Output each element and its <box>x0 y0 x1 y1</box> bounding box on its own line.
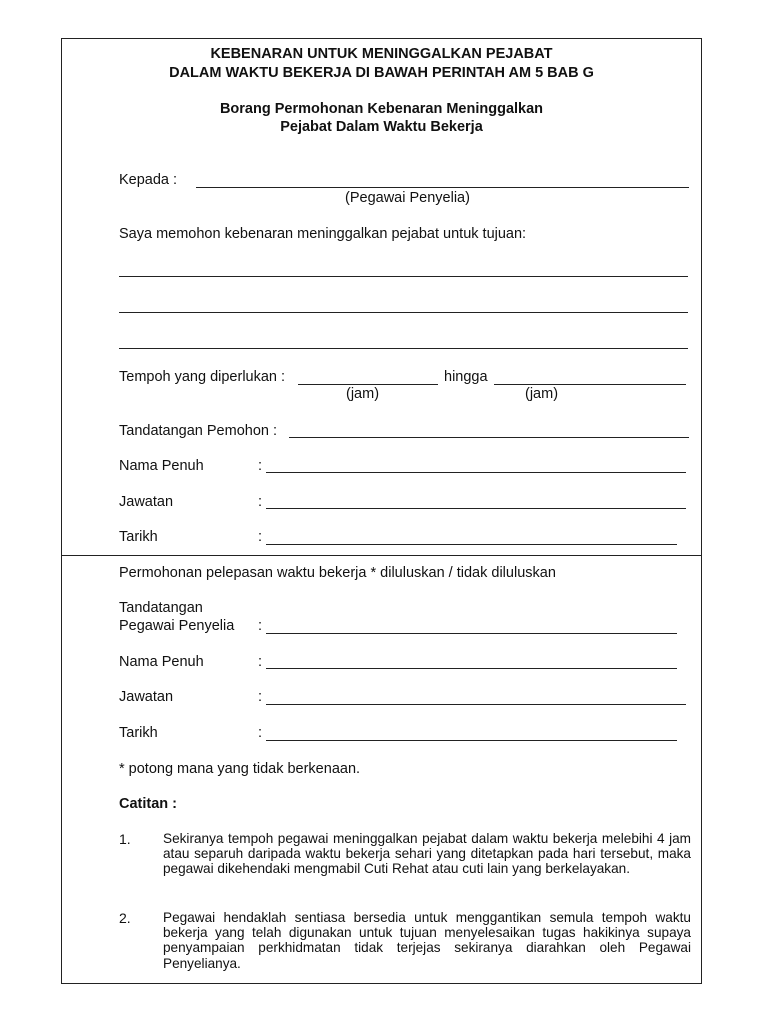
applicant-signature-label: Tandatangan Pemohon : <box>119 423 278 439</box>
applicant-nama-field[interactable] <box>266 472 686 473</box>
purpose-field-line-2[interactable] <box>119 312 688 313</box>
applicant-jawatan-colon: : <box>258 494 263 510</box>
tempoh-from-field[interactable] <box>298 384 438 385</box>
purpose-field-line-3[interactable] <box>119 348 688 349</box>
applicant-tarikh-colon: : <box>258 529 263 545</box>
hingga-label: hingga <box>444 369 488 385</box>
tempoh-label: Tempoh yang diperlukan : <box>119 369 286 385</box>
supervisor-nama-field[interactable] <box>266 668 677 669</box>
applicant-nama-colon: : <box>258 458 263 474</box>
applicant-tarikh-label: Tarikh <box>119 529 158 545</box>
supervisor-signature-label-line-2: Pegawai Penyelia <box>119 618 235 634</box>
jam-caption-to: (jam) <box>525 386 559 402</box>
kepada-label: Kepada : <box>119 172 178 188</box>
supervisor-jawatan-colon: : <box>258 689 263 705</box>
applicant-nama-label: Nama Penuh <box>119 458 204 474</box>
supervisor-tarikh-field[interactable] <box>266 740 677 741</box>
notes-heading: Catitan : <box>119 796 177 812</box>
supervisor-signature-colon: : <box>258 618 263 634</box>
supervisor-nama-colon: : <box>258 654 263 670</box>
section-divider <box>61 555 702 556</box>
supervisor-jawatan-label: Jawatan <box>119 689 174 705</box>
supervisor-jawatan-field[interactable] <box>266 704 686 705</box>
kepada-field[interactable] <box>196 187 689 188</box>
purpose-field-line-1[interactable] <box>119 276 688 277</box>
kepada-caption: (Pegawai Penyelia) <box>345 190 470 206</box>
tempoh-to-field[interactable] <box>494 384 686 385</box>
applicant-tarikh-field[interactable] <box>266 544 677 545</box>
purpose-label: Saya memohon kebenaran meninggalkan pejabat untuk tujuan: <box>119 226 527 242</box>
applicant-jawatan-label: Jawatan <box>119 494 174 510</box>
note-1-number: 1. <box>119 831 131 847</box>
supervisor-tarikh-label: Tarikh <box>119 725 158 741</box>
form-title-line-2: DALAM WAKTU BEKERJA DI BAWAH PERINTAH AM 5 BAB G <box>169 65 594 81</box>
jam-caption-from: (jam) <box>346 386 380 402</box>
form-subtitle-line-2: Pejabat Dalam Waktu Bekerja <box>280 119 483 135</box>
note-2-text: Pegawai hendaklah sentiasa bersedia untuk menggantikan semula tempoh waktu bekerja yang telah digunakan untuk tujuan menyelesaikan tugas hakikinya supaya penyampaian perkhidmatan tidak terjejas sekiranya diarahkan oleh Pegawai Penyelianya. <box>163 910 691 971</box>
supervisor-tarikh-colon: : <box>258 725 263 741</box>
note-1-text: Sekiranya tempoh pegawai meninggalkan pejabat dalam waktu bekerja melebihi 4 jam atau separuh daripada waktu bekerja sehari yang ditetapkan pada hari tersebut, maka pegawai dikehendaki mengmabil Cuti Rehat atau cuti lain yang berkelayakan. <box>163 831 691 877</box>
supervisor-signature-field[interactable] <box>266 633 677 634</box>
supervisor-nama-label: Nama Penuh <box>119 654 204 670</box>
note-2-number: 2. <box>119 910 131 926</box>
applicant-signature-field[interactable] <box>289 437 689 438</box>
applicant-jawatan-field[interactable] <box>266 508 686 509</box>
supervisor-signature-label-line-1: Tandatangan <box>119 600 203 616</box>
approval-statement: Permohonan pelepasan waktu bekerja * diluluskan / tidak diluluskan <box>119 565 556 581</box>
form-title-line-1: KEBENARAN UNTUK MENINGGALKAN PEJABAT <box>210 46 553 62</box>
form-subtitle-line-1: Borang Permohonan Kebenaran Meninggalkan <box>219 101 544 117</box>
footnote: * potong mana yang tidak berkenaan. <box>119 761 361 777</box>
